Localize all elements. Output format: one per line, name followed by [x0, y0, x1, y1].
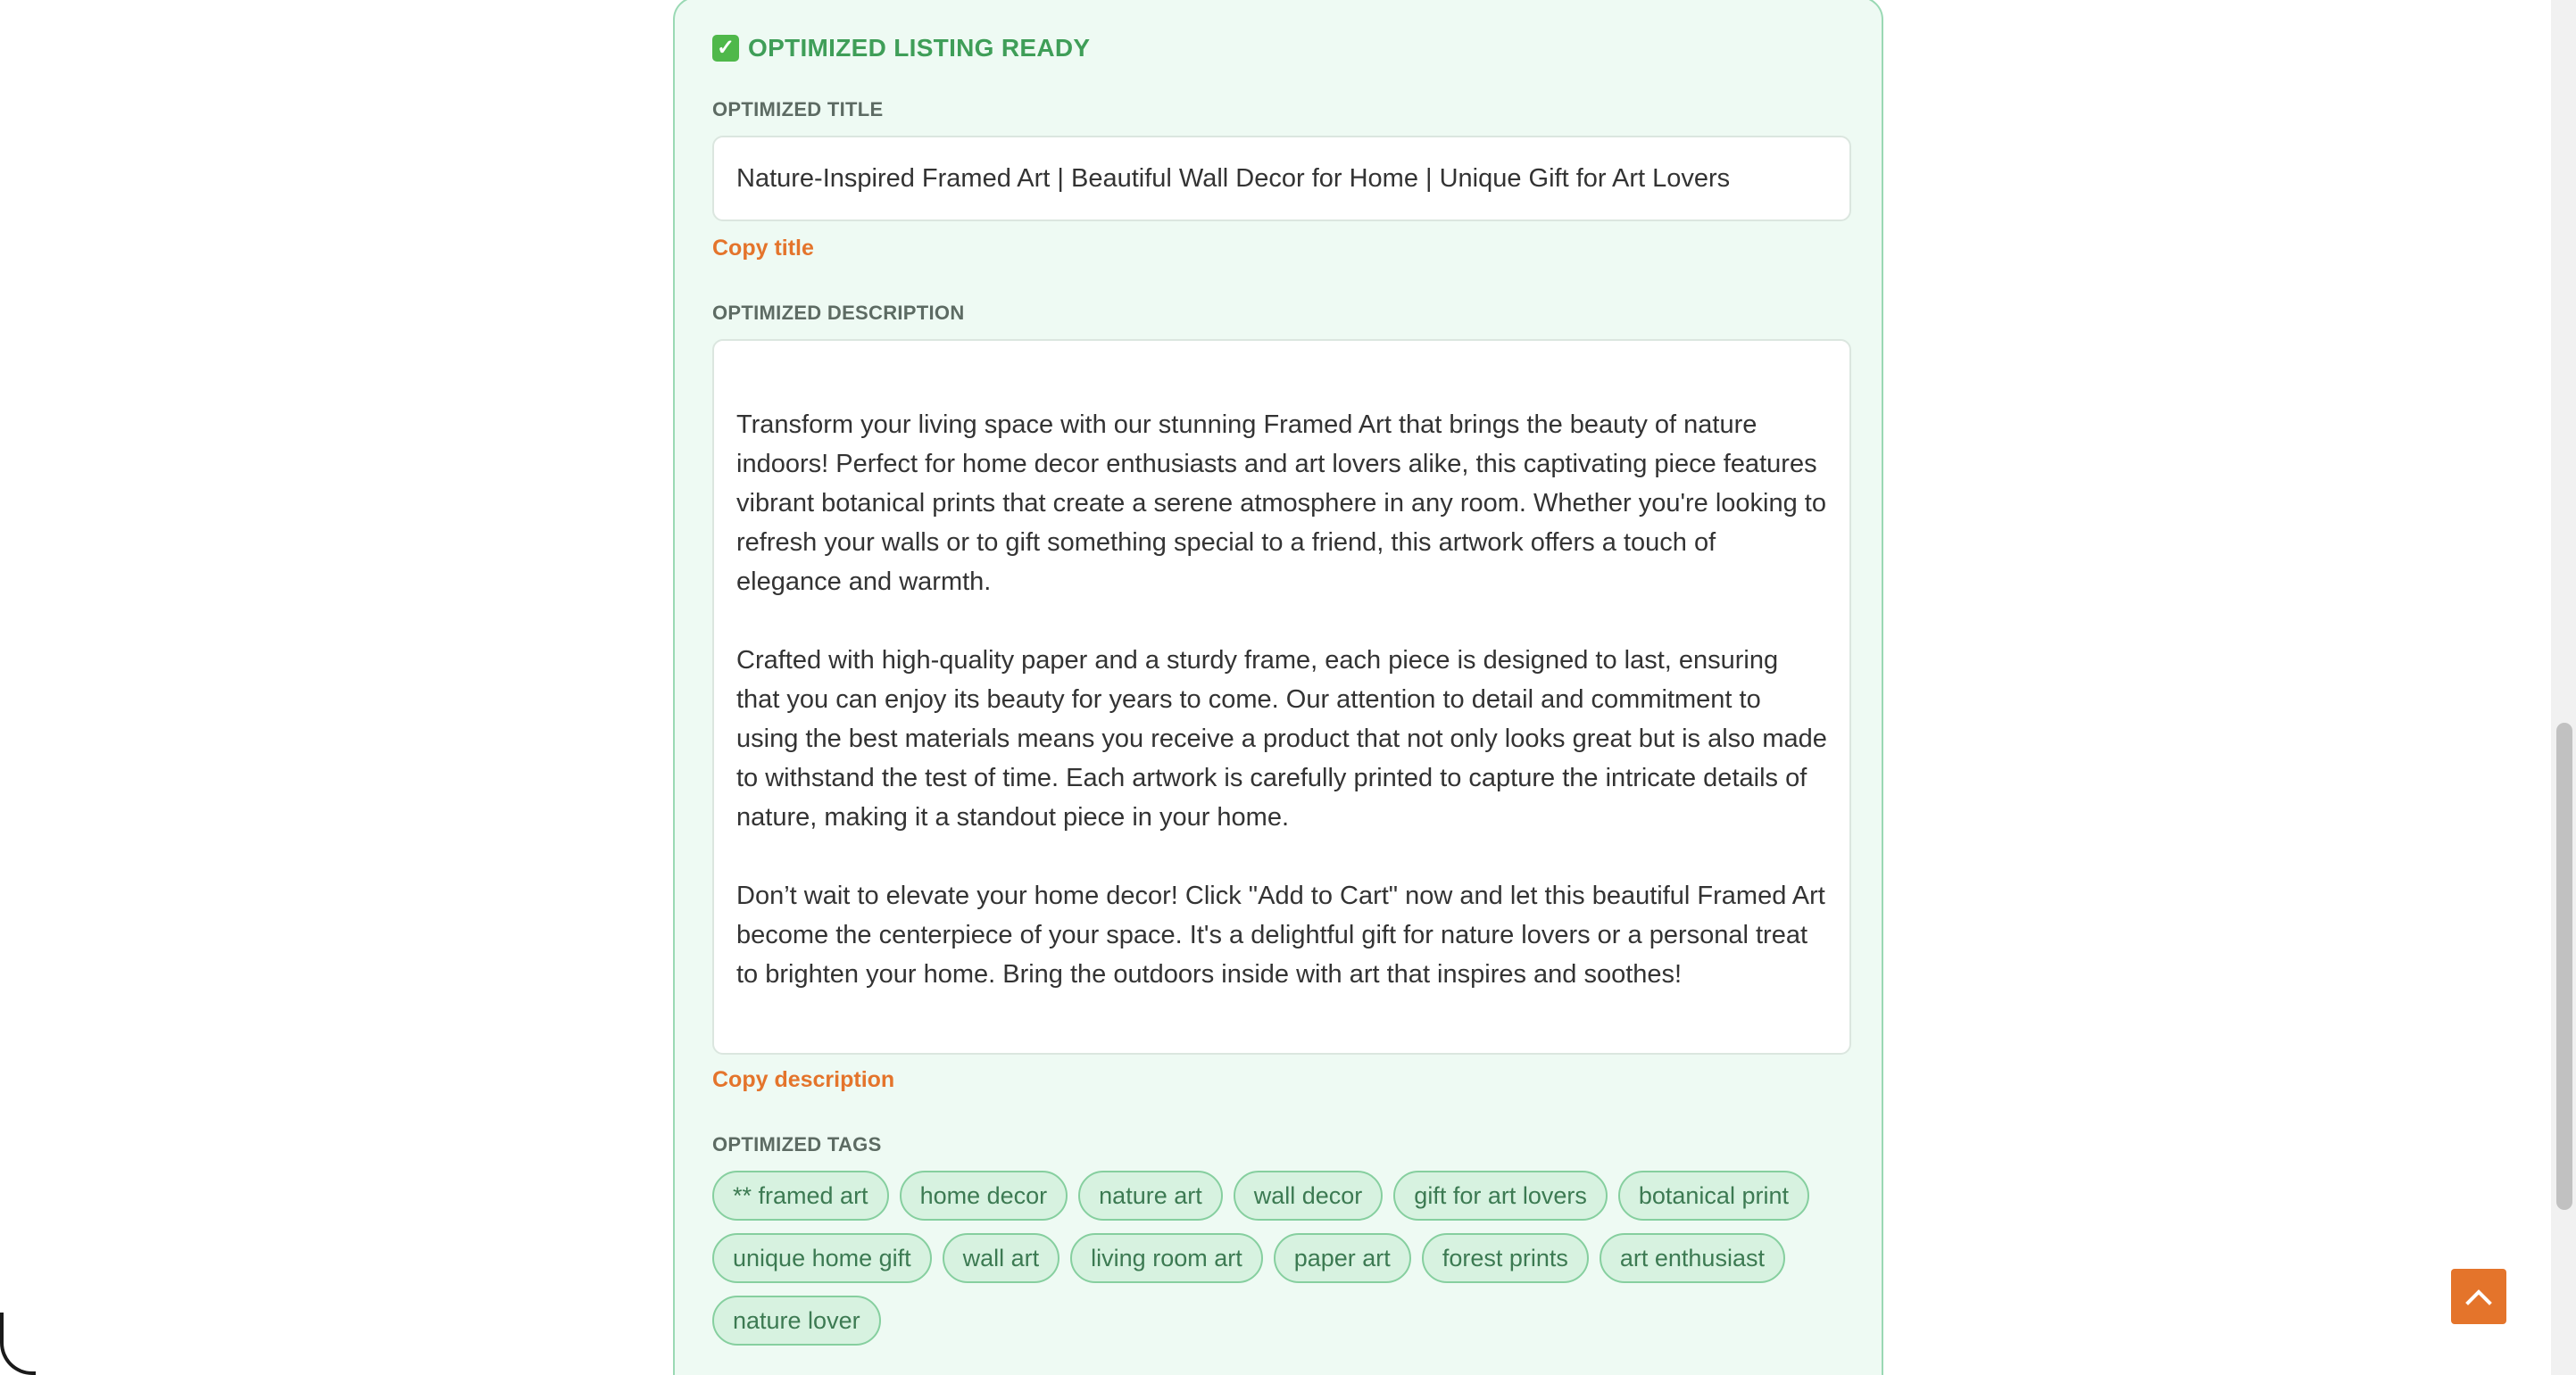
tag-chip: gift for art lovers — [1393, 1171, 1608, 1221]
description-paragraph: Transform your living space with our stunning Framed Art that brings the beauty of nature indoors! Perfect for home decor enthusiasts and art lovers alike, this captivating piece features vibrant botanical prints that create a serene atmosphere in any room. Whether you're looking to refresh your walls or to gift something special to a friend, this artwork offers a touch of elegance and warmth. — [736, 410, 1826, 596]
description-paragraph: Don’t wait to elevate your home decor! Click "Add to Cart" now and let this beautiful Framed Art become the centerpiece of your space. It's a delightful gift for nature lovers or a personal treat to brighten your home. Bring the outdoors inside with art that inspires and soothes! — [736, 882, 1825, 989]
check-icon: ✓ — [712, 35, 739, 62]
optimized-description-field[interactable] — [712, 339, 1851, 1055]
tag-chip: wall decor — [1234, 1171, 1384, 1221]
tags-list — [712, 1171, 1855, 1346]
description-paragraph: Crafted with high-quality paper and a sturdy frame, each piece is designed to last, ensuring that you can enjoy its beauty for years to come. Our attention to detail and commitment to using the best materials means you receive a product that not only looks great but is also made to withstand the test of time. Each artwork is carefully printed to capture the intricate details of nature, making it a standout piece in your home. — [736, 646, 1827, 832]
tag-chip: living room art — [1070, 1233, 1263, 1283]
back-to-top-button[interactable] — [2451, 1269, 2506, 1324]
title-section-label: OPTIMIZED TITLE — [712, 98, 884, 120]
tag-chip: unique home gift — [712, 1233, 932, 1283]
tag-chip: paper art — [1274, 1233, 1411, 1283]
card-title: OPTIMIZED LISTING READY — [748, 34, 1091, 62]
vertical-scrollbar[interactable] — [2551, 0, 2576, 1375]
tag-chip: ** framed art — [712, 1171, 889, 1221]
optimized-listing-card — [673, 0, 1883, 1375]
card-header — [712, 34, 1090, 62]
tag-chip: botanical print — [1618, 1171, 1809, 1221]
tags-section-label: OPTIMIZED TAGS — [712, 1133, 882, 1155]
tag-chip: nature art — [1078, 1171, 1223, 1221]
copy-description-button[interactable]: Copy description — [712, 1067, 895, 1092]
chevron-up-icon — [2465, 1288, 2492, 1305]
tag-chip: home decor — [900, 1171, 1068, 1221]
tag-chip: art enthusiast — [1600, 1233, 1785, 1283]
copy-title-button[interactable]: Copy title — [712, 236, 814, 261]
optimized-title-field[interactable]: Nature-Inspired Framed Art | Beautiful Wall Decor for Home | Unique Gift for Art Lovers — [712, 136, 1851, 221]
window-corner — [0, 1313, 36, 1375]
scrollbar-thumb[interactable] — [2556, 723, 2572, 1210]
description-section-label: OPTIMIZED DESCRIPTION — [712, 302, 965, 324]
tag-chip: nature lover — [712, 1296, 881, 1346]
tag-chip: wall art — [943, 1233, 1060, 1283]
tag-chip: forest prints — [1422, 1233, 1589, 1283]
